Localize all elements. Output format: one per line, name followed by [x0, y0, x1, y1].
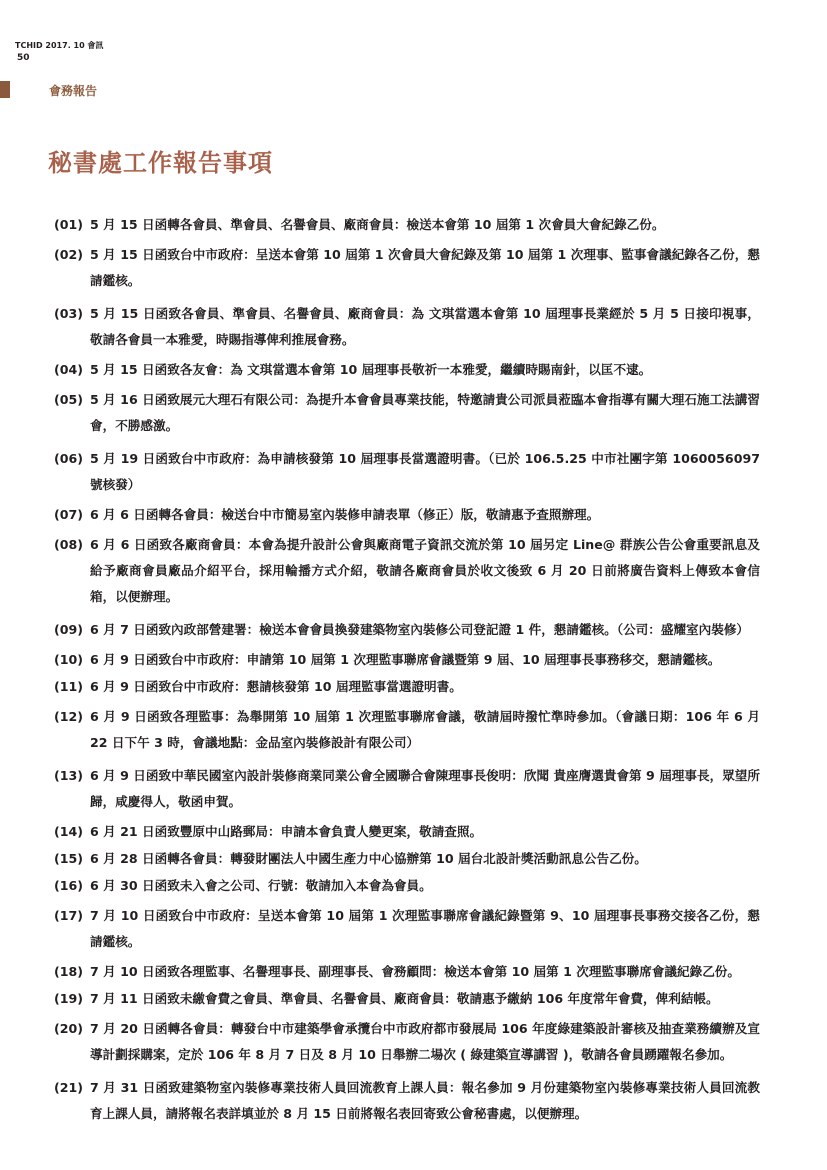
list-item [54, 962, 760, 982]
list-item [54, 617, 760, 643]
item-number: (18) [54, 964, 84, 979]
list-item [54, 822, 760, 842]
item-number: (04) [54, 362, 84, 377]
item-number: (03) [54, 306, 84, 321]
item-number: (11) [54, 679, 84, 694]
item-text: 6 月 9 日函致各理監事：為舉開第 10 屆第 1 次理監事聯席會議，敬請屆時撥忙準時參加。（會議日期：106 年 6 月 22 日下午 3 時，會議地點：金品室內裝修設計有限公司） [90, 709, 760, 750]
list-item [54, 650, 760, 670]
list-item [54, 215, 760, 235]
page-number: 50 [17, 53, 30, 63]
list-item [54, 242, 760, 294]
item-number: (07) [54, 507, 84, 522]
item-text: 6 月 30 日函致未入會之公司、行號：敬請加入本會為會員。 [90, 878, 432, 893]
list-item [54, 763, 760, 815]
list-item [54, 505, 760, 525]
item-number: (08) [54, 537, 84, 552]
item-number: (16) [54, 878, 84, 893]
item-text: 6 月 28 日函轉各會員：轉發財團法人中國生產力中心協辦第 10 屆台北設計獎活動訊息公告乙份。 [90, 851, 647, 866]
publication-name: TCHID 2017. 10 會訊 [15, 41, 104, 50]
item-text: 5 月 15 日函致各會員、準會員、名譽會員、廠商會員：為 文琪當選本會第 10 屆理事長業經於 5 月 5 日接印視事，敬請各會員一本雅愛，時賜指導俾利推展會務。 [90, 306, 760, 347]
item-text: 7 月 31 日函致建築物室內裝修專業技術人員回流教育上課人員：報名參加 9 月份建築物室內裝修專業技術人員回流教育上課人員，請將報名表詳填並於 8 月 15 日前將報名表回寄致公會秘書處，以便辦理。 [90, 1080, 760, 1121]
item-number: (09) [54, 622, 84, 637]
item-number: (15) [54, 851, 84, 866]
item-text: 6 月 9 日函致台中市政府：懇請核發第 10 屆理監事當選證明書。 [90, 679, 462, 694]
item-text: 5 月 15 日函致台中市政府：呈送本會第 10 屆第 1 次會員大會紀錄及第 10 屆第 1 次理事、監事會議紀錄各乙份，懇請鑑核。 [90, 247, 760, 288]
list-item [54, 849, 760, 869]
list-item [54, 1075, 760, 1127]
section-marker [0, 81, 10, 98]
list-item [54, 677, 760, 697]
report-list [54, 215, 760, 1134]
item-number: (12) [54, 709, 84, 724]
item-text: 5 月 15 日函致各友會：為 文琪當選本會第 10 屆理事長敬祈一本雅愛，繼續時賜南針，以匡不逮。 [90, 362, 652, 377]
item-text: 6 月 9 日函致台中市政府：申請第 10 屆第 1 次理監事聯席會議暨第 9 屆、10 屆理事長事務移交，懇請鑑核。 [90, 652, 721, 667]
item-text: 6 月 21 日函致豐原中山路郵局：申請本會負責人變更案，敬請查照。 [90, 824, 483, 839]
list-item [54, 876, 760, 896]
list-item [54, 532, 760, 610]
item-text: 5 月 16 日函致展元大理石有限公司：為提升本會會員專業技能，特邀請貴公司派員蒞臨本會指導有關大理石施工法講習會，不勝感激。 [90, 392, 760, 433]
item-number: (20) [54, 1021, 84, 1036]
list-item [54, 903, 760, 955]
list-item [54, 446, 760, 498]
list-item [54, 989, 760, 1009]
item-text: 7 月 10 日函致各理監事、名譽理事長、副理事長、會務顧問：檢送本會第 10 屆第 1 次理監事聯席會議紀錄乙份。 [90, 964, 740, 979]
item-number: (02) [54, 247, 84, 262]
item-text: 7 月 11 日函致未繳會費之會員、準會員、名譽會員、廠商會員：敬請惠予繳納 106 年度常年會費，俾利結帳。 [90, 991, 719, 1006]
item-number: (01) [54, 217, 84, 232]
list-item [54, 1016, 760, 1068]
item-text: 5 月 19 日函致台中市政府：為申請核發第 10 屆理事長當選證明書。（已於 106.5.25 中市社團字第 1060056097 號核發） [90, 451, 760, 492]
item-text: 5 月 15 日函轉各會員、準會員、名譽會員、廠商會員：檢送本會第 10 屆第 1 次會員大會紀錄乙份。 [90, 217, 665, 232]
list-item [54, 360, 760, 380]
item-text: 6 月 6 日函轉各會員：檢送台中市簡易室內裝修申請表單（修正）版，敬請惠予查照辦理。 [90, 507, 600, 522]
item-number: (05) [54, 392, 84, 407]
list-item [54, 301, 760, 353]
list-item [54, 704, 760, 756]
item-text: 6 月 7 日函致內政部營建署：檢送本會會員換發建築物室內裝修公司登記證 1 件，懇請鑑核。（公司：盛耀室內裝修） [90, 622, 750, 637]
item-number: (13) [54, 768, 84, 783]
item-number: (21) [54, 1080, 84, 1095]
item-number: (06) [54, 451, 84, 466]
item-number: (10) [54, 652, 84, 667]
section-label: 會務報告 [49, 84, 98, 98]
list-item [54, 387, 760, 439]
item-number: (14) [54, 824, 84, 839]
item-text: 6 月 6 日函致各廠商會員：本會為提升設計公會與廠商電子資訊交流於第 10 屆另定 Line@ 群族公告公會重要訊息及給予廠商會員廠品介紹平台，採用輪播方式介紹，敬請各廠商會員於收文後致 6 月 20 日前將廣告資料上傳致本會信箱，以便辦理。 [90, 537, 760, 604]
item-text: 7 月 10 日函致台中市政府：呈送本會第 10 屆第 1 次理監事聯席會議紀錄暨第 9、10 屆理事長事務交接各乙份，懇請鑑核。 [90, 908, 760, 949]
item-text: 6 月 9 日函致中華民國室內設計裝修商業同業公會全國聯合會陳理事長俊明：欣聞 貴座膺選貴會第 9 屆理事長，眾望所歸，咸慶得人，敬函申賀。 [90, 768, 760, 809]
item-number: (17) [54, 908, 84, 923]
item-number: (19) [54, 991, 84, 1006]
page-title: 秘書處工作報告事項 [48, 149, 273, 177]
item-text: 7 月 20 日函轉各會員：轉發台中市建築學會承攬台中市政府都市發展局 106 年度綠建築設計審核及抽查業務續辦及宣導計劃採購案，定於 106 年 8 月 7 日及 8 月 10 日舉辦二場次 ( 綠建築宣導講習 )，敬請各會員踴躍報名參加。 [90, 1021, 760, 1062]
